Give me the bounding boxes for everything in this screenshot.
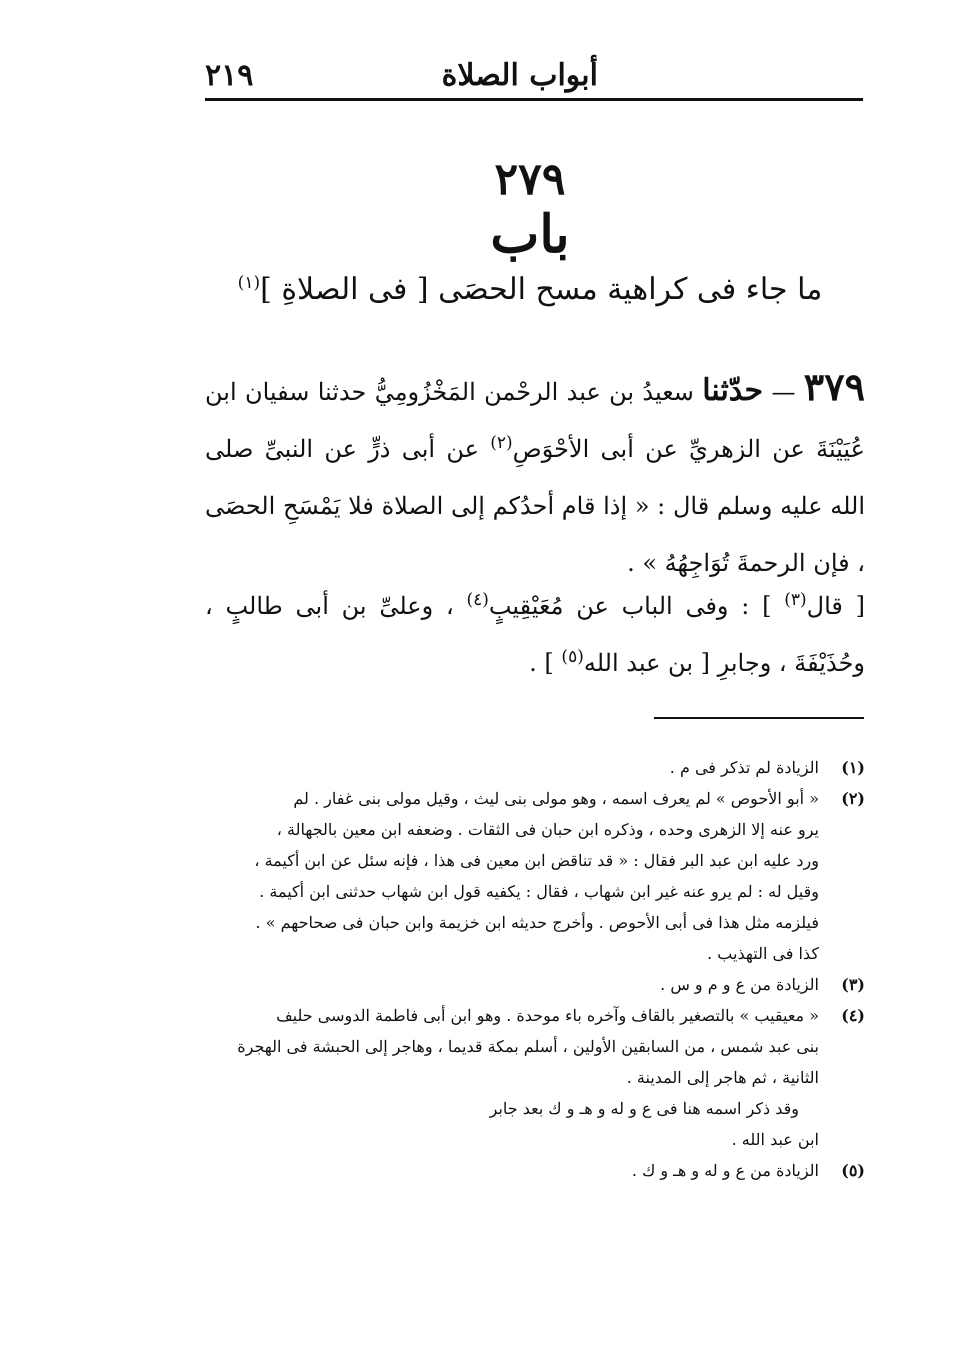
- hadith-number: ٣٧٩: [803, 364, 866, 409]
- hadith-dash: —: [771, 378, 796, 406]
- footnote-ref-3: (٣): [784, 590, 807, 610]
- commentary-part-1: [ قال: [806, 592, 865, 620]
- footnote-5: [195, 1155, 865, 1186]
- footnote-line: كذا فى التهذيب .: [707, 944, 819, 963]
- footnote-line: بنى عبد شمس ، من السابقين الأولين ، أسلم بمكة قديما ، وهاجر إلى الحبشة فى الهجرة: [237, 1037, 819, 1056]
- running-title: أبواب الصلاة: [441, 58, 598, 93]
- chapter-number: ٢٧٩: [494, 154, 566, 205]
- footnote-ref-1: (١): [237, 273, 261, 293]
- hadith-isnad: سعيدُ بن عبد الرحْمن المَخْزُومِيُّ حدثنا سفيان ابن عُيَيْنَةَ عن الزهريِّ عن أبى الأحْوَصِ: [205, 378, 865, 463]
- footnote-ref-5: (٥): [561, 647, 584, 667]
- footnote-line: « معيقيب » بالتصغير بالقاف وآخره باء موحدة . وهو ابن أبى فاطمة الدوسى حليف: [276, 1006, 819, 1025]
- chapter-title: [0, 268, 964, 312]
- footnote-line: وقيل له : لم يرو عنه غير ابن شهاب ، فقال : يكفيه قول ابن شهاب حدثنى ابن أكيمة .: [259, 882, 819, 901]
- footnote-2: [195, 783, 865, 969]
- footnotes: [195, 752, 865, 1186]
- page-number: ٢١٩: [205, 58, 254, 93]
- chapter-title-text: ما جاء فى كراهية مسح الحصَى [ فى الصلاةِ ]: [260, 272, 823, 307]
- footnote-line: الزيادة لم تذكر فى م .: [669, 758, 819, 777]
- footnote-line: ورد عليه ابن عبد البر فقال : « قد تناقض ابن معين فى هذا ، فإنه سئل عن ابن أكيمة ،: [254, 851, 819, 870]
- footnote-line: الزيادة من ع و م و س .: [660, 975, 819, 994]
- footnote-number: (١): [841, 758, 865, 777]
- footnote-divider: [654, 717, 864, 719]
- footnote-line: « أبو الأحوص » لم يعرف اسمه ، وهو مولى بنى ليث ، وقيل مولى بنى غفار . لم: [293, 789, 819, 808]
- footnote-line: وقد ذكر اسمه هنا فى ع و له و هـ و ك بعد جابر: [489, 1099, 799, 1118]
- hadith-commentary: [205, 578, 865, 692]
- footnote-4: [195, 1000, 865, 1155]
- footnote-line: الزيادة من ع و له و هـ و ك .: [631, 1161, 819, 1180]
- commentary-part-4: ] .: [529, 649, 554, 677]
- footnote-number: (٢): [841, 789, 865, 808]
- commentary-part-3: ، وعلىِّ بن أبى طالبٍ ، وحُذَيْفَةَ ، وجابرِ [ بن عبد الله: [205, 592, 865, 677]
- footnote-number: (٥): [841, 1161, 865, 1180]
- chapter-heading: باب: [490, 204, 570, 265]
- hadith-text: [205, 358, 865, 592]
- footnote-line: يرو عنه إلا الزهرى وحده ، وذكره ابن حبان فى الثقات . وضعفه ابن معين بالجهالة ،: [276, 820, 819, 839]
- footnote-3: [195, 969, 865, 1000]
- footnote-1: [195, 752, 865, 783]
- commentary-part-2: ] : وفى الباب عن مُعَيْقِيبٍ: [488, 592, 772, 620]
- footnote-line: ابن عبد الله .: [731, 1130, 819, 1149]
- running-header: [205, 58, 863, 101]
- footnote-number: (٤): [841, 1006, 865, 1025]
- footnote-number: (٣): [841, 975, 865, 994]
- footnote-line: الثانية ، ثم هاجر إلى المدينة .: [626, 1068, 819, 1087]
- hadith-narration-word: حدّثنا: [702, 373, 764, 408]
- hadith-matn: عن أبى ذرٍّ عن النبىِّ صلى الله عليه وسلم قال : « إذا قام أحدُكم إلى الصلاة فلا يَمْسَحِ الحصَى ، فإن الرحمةَ تُوَاجِهُهُ » .: [205, 435, 865, 577]
- footnote-ref-2: (٢): [490, 433, 513, 453]
- footnote-ref-4: (٤): [466, 590, 489, 610]
- footnote-line: فيلزمه مثل هذا فى أبى الأحوص . وأخرج حديثه ابن خزيمة وابن حبان فى صحاحهم » .: [255, 913, 819, 932]
